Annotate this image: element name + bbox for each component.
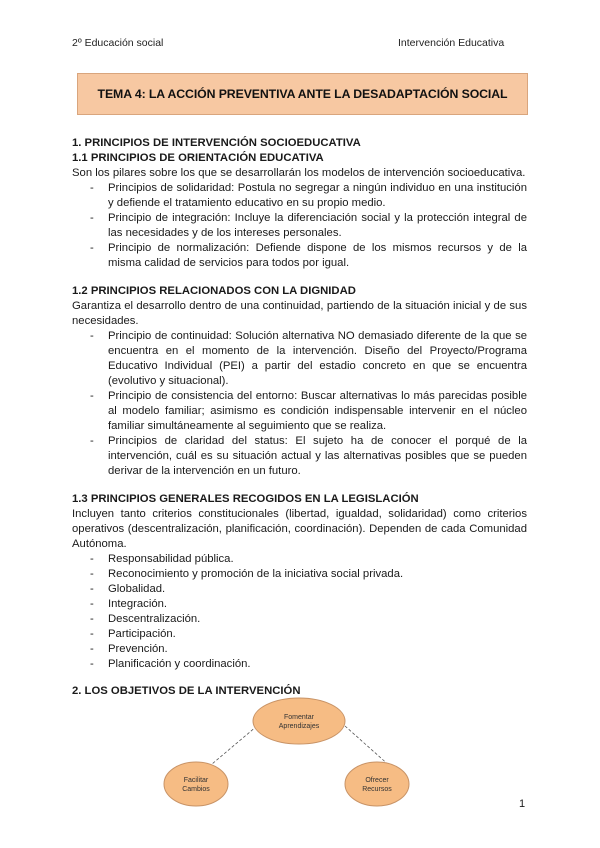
section2-heading: 2. LOS OBJETIVOS DE LA INTERVENCIÓN — [72, 685, 301, 697]
list-item: - Responsabilidad pública. — [108, 552, 527, 567]
node-top — [253, 698, 345, 744]
list-item: - Principio de continuidad: Solución alternativa NO demasiado diferente de la que se encuentra en el momento de la intervención. Diseño del Proyecto/Programa Educativo Individual (PEI) a partir del estadio concreto en que se encuentra (evolutivo y situacional). — [108, 329, 527, 389]
section1-1-intro: Son los pilares sobre los que se desarrollarán los modelos de intervención socioeducativa. — [72, 167, 526, 179]
node-right — [345, 762, 409, 806]
section1-1-heading: 1.1 PRINCIPIOS DE ORIENTACIÓN EDUCATIVA — [72, 152, 324, 164]
page-number: 1 — [519, 798, 526, 810]
list-item: - Participación. — [108, 627, 527, 642]
list-item: - Principio de consistencia del entorno: Buscar alternativas lo más parecidas posible al modelo familiar; asimismo es condición indispensable intervenir en el núcleo familiar simultáneamente al seguimiento que se realiza. — [108, 389, 527, 434]
node-top-line1: Fomentar — [284, 714, 314, 721]
node-right-line1: Ofrecer — [365, 777, 389, 784]
list-item: - Principio de integración: Incluye la diferenciación social y la protección integral de las necesidades y de los intereses personales. — [108, 211, 527, 241]
section1-3-heading: 1.3 PRINCIPIOS GENERALES RECOGIDOS EN LA LEGISLACIÓN — [72, 493, 419, 505]
section1-heading: 1. PRINCIPIOS DE INTERVENCIÓN SOCIOEDUCATIVA — [72, 137, 361, 149]
node-left — [164, 762, 228, 806]
header-course: 2º Educación social — [72, 37, 164, 49]
list-item: - Principios de claridad del status: El sujeto ha de conocer el porqué de la intervención, cuál es su situación actual y las alternativas posibles que se pueden derivar de la intervención en un futuro. — [108, 434, 527, 479]
section1-2-heading: 1.2 PRINCIPIOS RELACIONADOS CON LA DIGNIDAD — [72, 285, 356, 297]
list-item: - Principio de normalización: Defiende dispone de los mismos recursos y de la misma calidad de servicios para todos por igual. — [108, 241, 527, 271]
node-left-line1: Facilitar — [183, 777, 209, 784]
list-item: - Integración. — [108, 597, 527, 612]
list-item: - Descentralización. — [108, 612, 527, 627]
list-item: - Principios de solidaridad: Postula no segregar a ningún individuo en una institución y defiende el tratamiento educativo en su propio medio. — [108, 181, 527, 211]
document-title: TEMA 4: LA ACCIÓN PREVENTIVA ANTE LA DESADAPTACIÓN SOCIAL — [97, 87, 508, 101]
list-item: - Prevención. — [108, 642, 527, 657]
list-item: - Reconocimiento y promoción de la iniciativa social privada. — [108, 567, 527, 582]
header-subject: Intervención Educativa — [398, 37, 505, 49]
node-top-line2: Aprendizajes — [278, 723, 320, 730]
list-item: - Globalidad. — [108, 582, 527, 597]
node-right-line2: Recursos — [362, 786, 392, 793]
section1-2-intro: Garantiza el desarrollo dentro de una continuidad, partiendo de la situación inicial y de sus necesidades. — [72, 300, 527, 327]
node-left-line2: Cambios — [182, 786, 210, 793]
section1-3-intro: Incluyen tanto criterios constitucionales (libertad, igualdad, solidaridad) como criterios operativos (descentralización, planificación, coordinación). Dependen de cada Comunidad Autónoma. — [72, 508, 527, 550]
list-item: - Planificación y coordinación. — [108, 657, 527, 672]
